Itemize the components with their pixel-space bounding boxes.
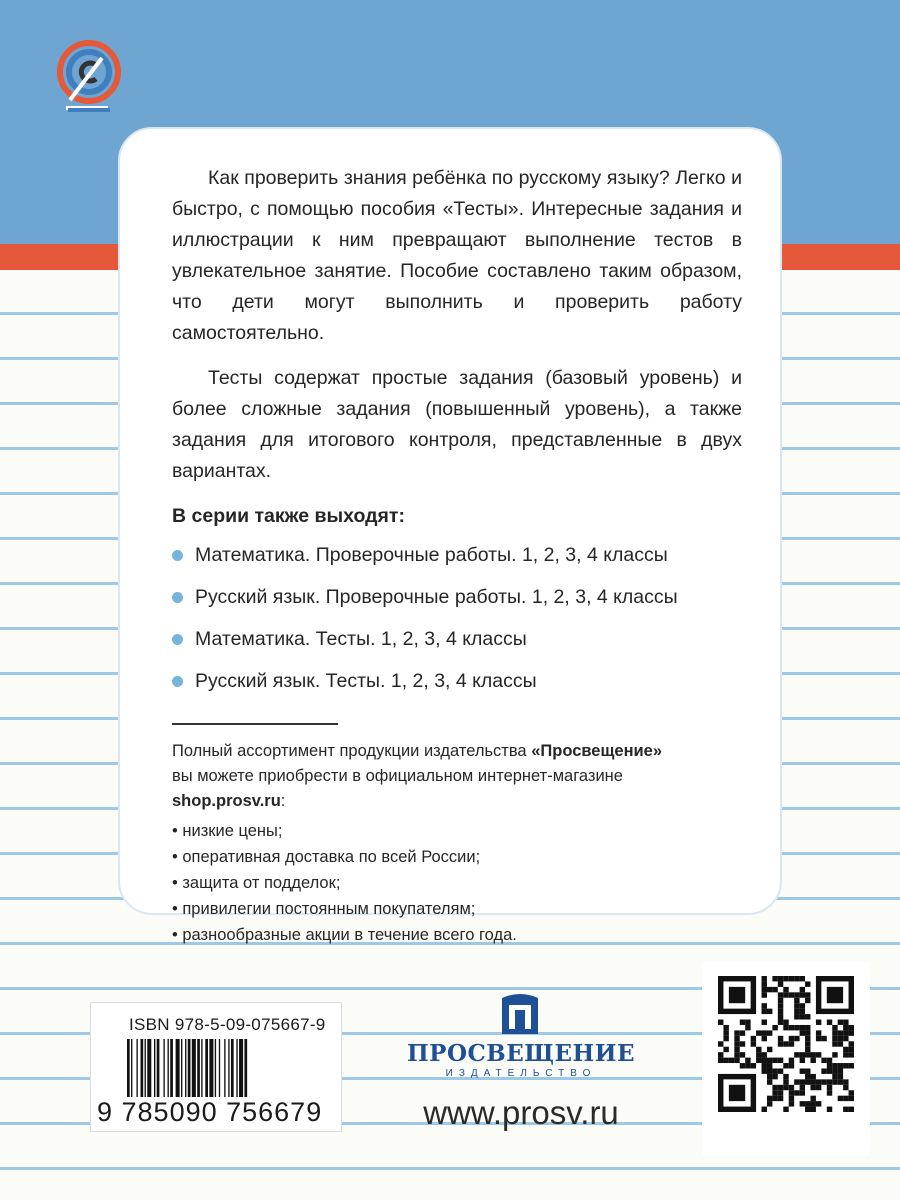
bullet-dot-icon (172, 592, 183, 603)
list-item: • защита от подделок; (172, 874, 341, 892)
description-paragraph-2: Тесты содержат простые задания (базовый уровень) и более сложные задания (повышенный уровень), а также задания для итогового контроля, представленные в двух вариантах. (172, 367, 742, 482)
shop-info (172, 739, 742, 814)
bullet-dot-icon (172, 676, 183, 687)
list-item (172, 666, 742, 697)
barcode-block (90, 1002, 342, 1132)
shop-intro-2: вы можете приобрести в официальном интернет-магазине (172, 767, 623, 785)
isbn-label: ISBN 978-5-09-075667-9 (129, 1015, 326, 1034)
list-item: • разнообразные акции в течение всего года. (172, 926, 517, 944)
qr-code-icon (718, 976, 854, 1112)
list-item (172, 624, 742, 655)
description-card (118, 127, 782, 944)
series-item-label: Математика. Тесты. 1, 2, 3, 4 классы (195, 628, 527, 650)
website-link[interactable]: www.prosv.ru (423, 1094, 619, 1131)
publisher-name: ПРОСВЕЩЕНИЕ (406, 1040, 636, 1067)
publisher-subtitle: ИЗДАТЕЛЬСТВО (445, 1068, 597, 1079)
publisher-logo-icon (496, 990, 544, 1038)
list-item (172, 540, 742, 571)
list-item: • низкие цены; (172, 822, 283, 840)
series-logo-icon (56, 38, 126, 116)
series-item-label: Русский язык. Проверочные работы. 1, 2, 3, 4 классы (195, 586, 678, 608)
qr-code[interactable] (702, 962, 870, 1156)
barcode-bars (127, 1039, 323, 1097)
list-item (172, 582, 742, 613)
series-item-label: Русский язык. Тесты. 1, 2, 3, 4 классы (195, 670, 537, 692)
shop-publisher: «Просвещение» (531, 742, 663, 760)
description-paragraph-1: Как проверить знания ребёнка по русскому языку? Легко и быстро, с помощью пособия «Тесты». Интересные задания и иллюстрации к ним превращают выполнение тестов в увлекательное занятие. Пособие составлено таким образом, что дети могут выполнить и проверить работу самостоятельно. (172, 167, 742, 344)
shop-benefits-list (172, 818, 742, 948)
list-item: • привилегии постоянным покупателям; (172, 900, 476, 918)
series-item-label: Математика. Проверочные работы. 1, 2, 3, 4 классы (195, 544, 668, 566)
shop-colon: : (280, 792, 286, 810)
shop-url-link[interactable]: shop.prosv.ru (172, 792, 281, 810)
list-item: • оперативная доставка по всей России; (172, 848, 481, 866)
shop-intro: Полный ассортимент продукции издательства (172, 742, 527, 760)
divider (172, 723, 338, 725)
bullet-dot-icon (172, 550, 183, 561)
series-list (172, 540, 742, 697)
series-title: В серии также выходят: (172, 505, 405, 527)
barcode-digits: 9 785090 756679 (97, 1097, 323, 1127)
bullet-dot-icon (172, 634, 183, 645)
